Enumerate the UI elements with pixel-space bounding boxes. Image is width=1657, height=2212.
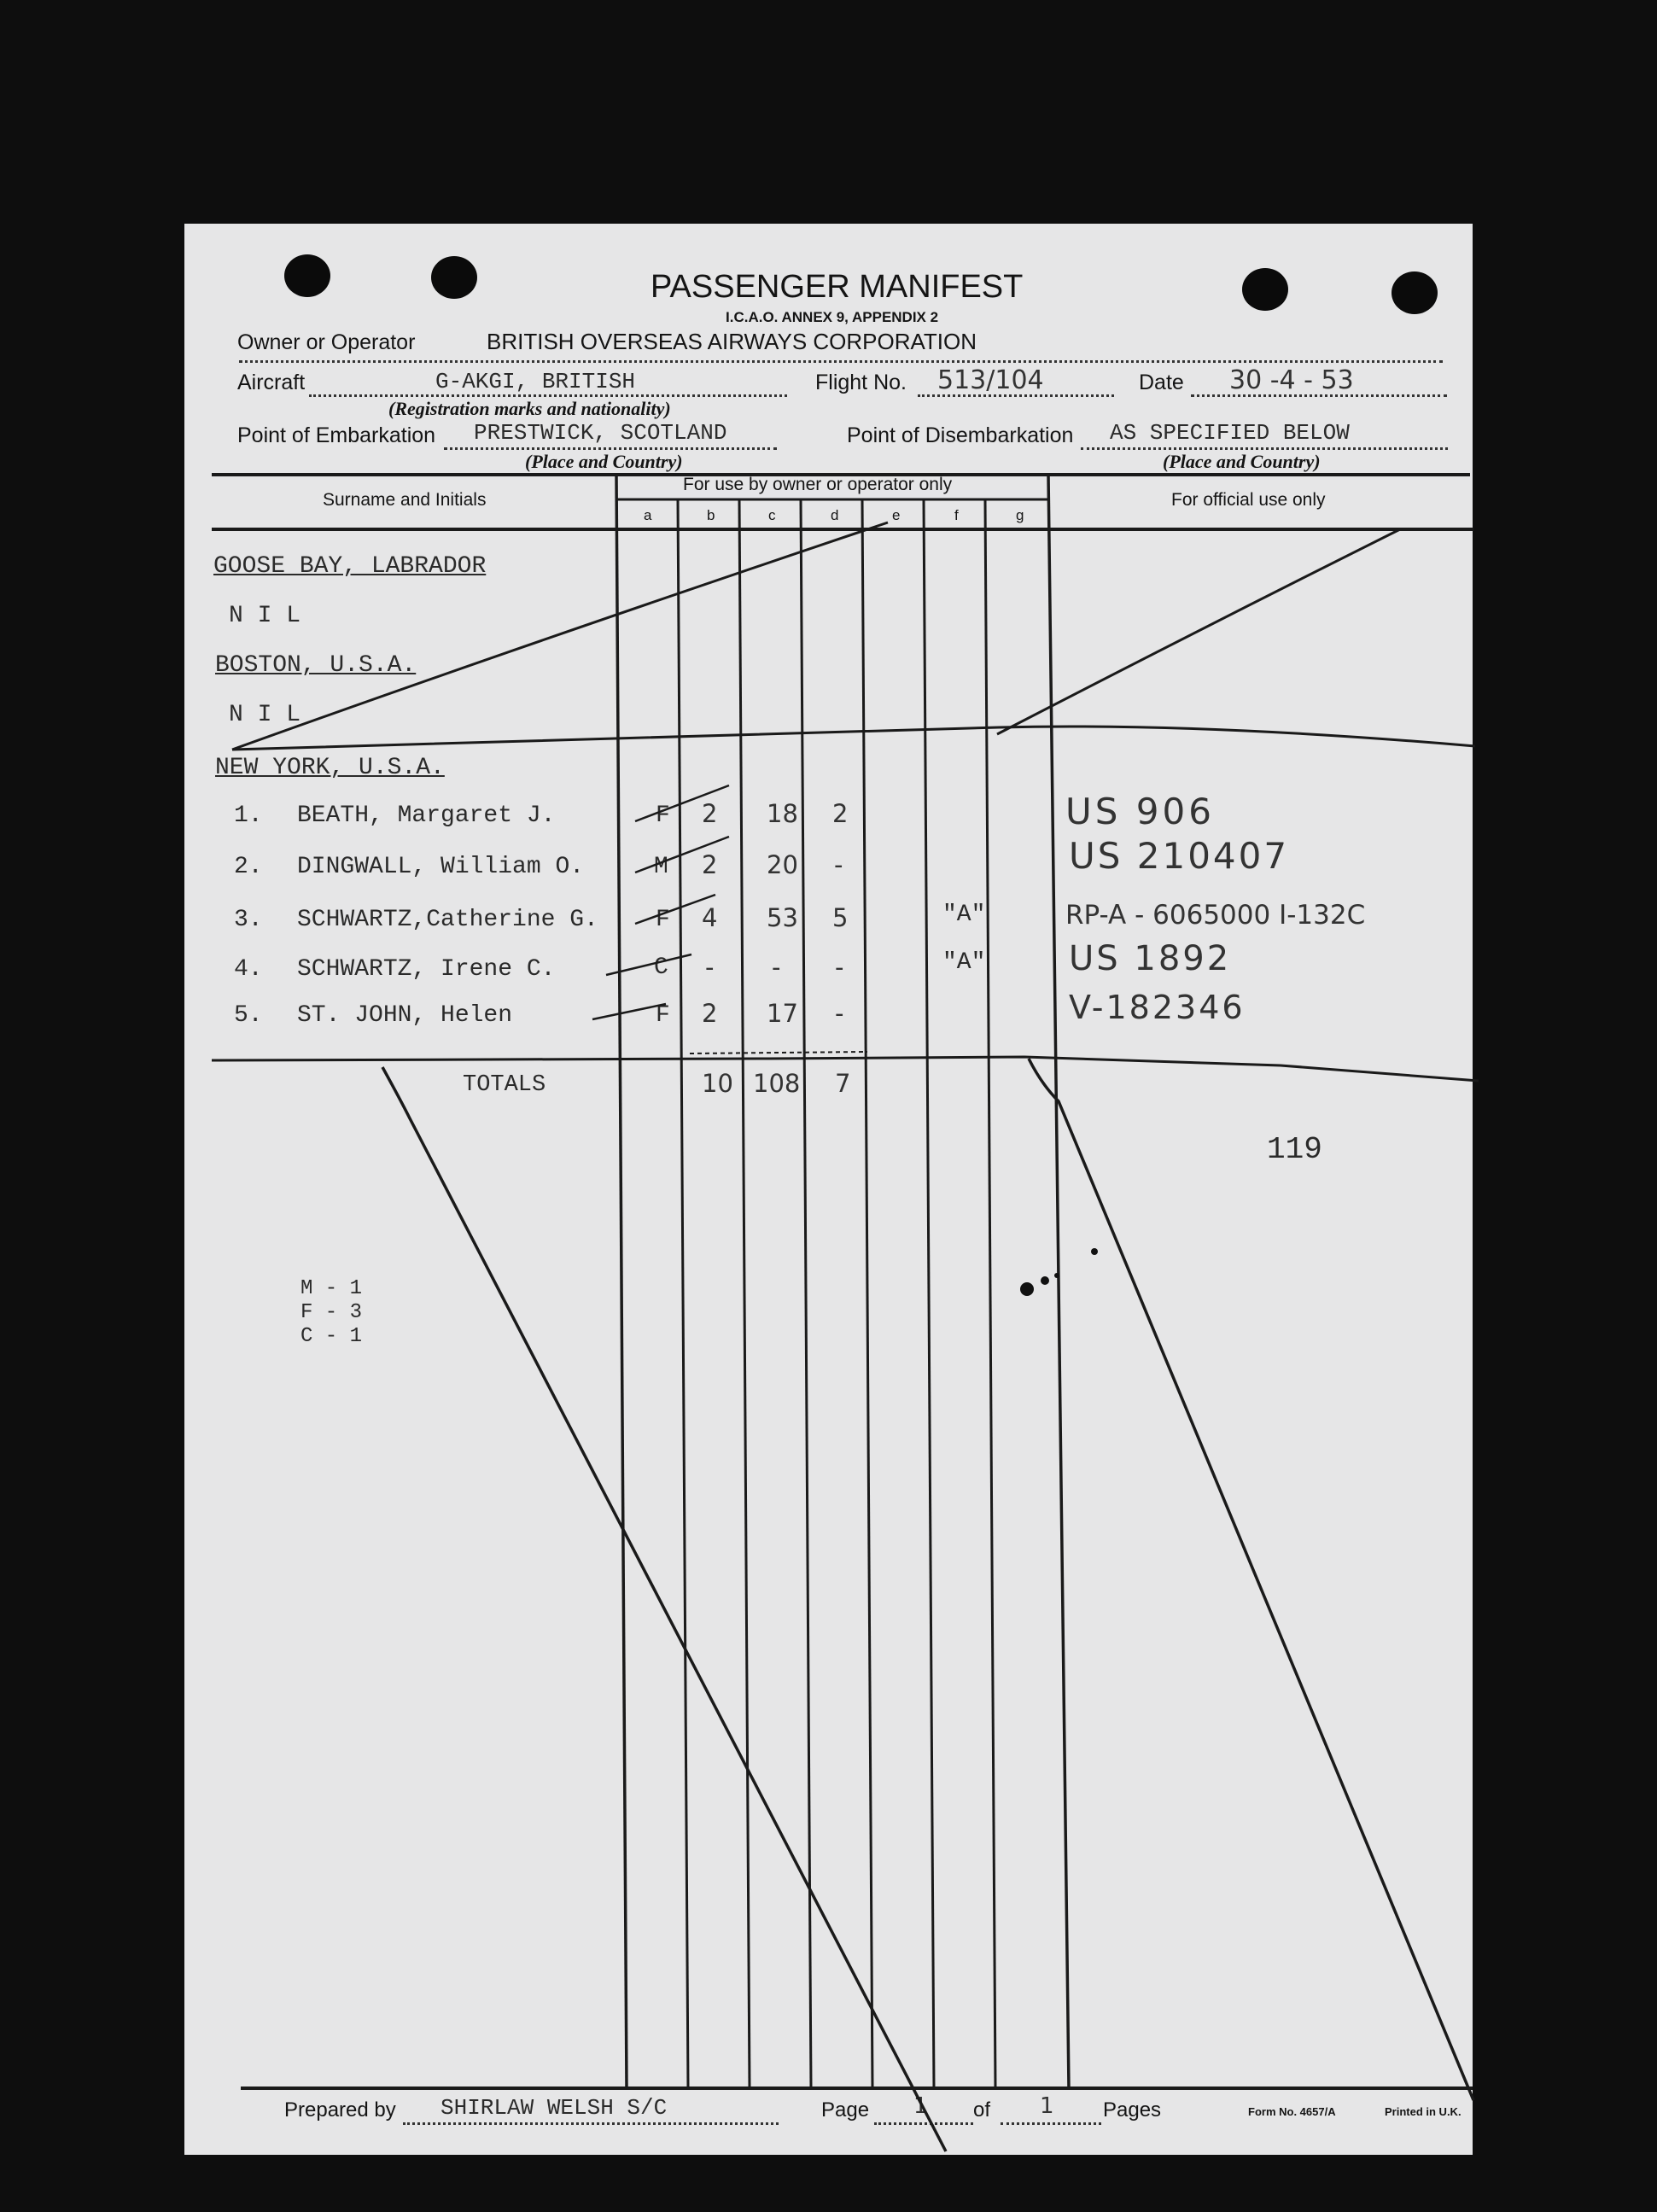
disembark-label: Point of Disembarkation [847,423,1074,447]
passenger-5-official: V-182346 [1069,989,1246,1026]
totals-c: 108 [753,1069,801,1098]
stamp-number: 119 [1267,1132,1322,1167]
passenger-5-sex: F [656,1002,670,1029]
passenger-1-d: 2 [832,799,849,828]
col-letter-a: a [644,507,652,523]
col-letter-e: e [892,507,901,523]
passenger-3-c: 53 [767,903,798,932]
totals-d: 7 [835,1069,851,1098]
flight-value: 513/104 [937,365,1044,395]
official-header: For official use only [1171,490,1326,510]
prepared-value: SHIRLAW WELSH S/C [441,2095,668,2121]
passenger-5-c: 17 [767,999,798,1028]
registration-note: (Registration marks and nationality) [388,398,671,419]
printed-in: Printed in U.K. [1385,2105,1462,2118]
pages-label: Pages [1103,2098,1162,2122]
totals-label: TOTALS [463,1072,546,1098]
summary-male: M - 1 [300,1277,363,1300]
summary-female: F - 3 [300,1301,363,1324]
stop-boston-note: N I L [229,702,301,728]
passenger-2-c: 20 [767,850,798,879]
passenger-4-b: - [705,953,715,982]
passenger-2-official: US 210407 [1069,835,1290,877]
page-value: 1 [913,2093,928,2119]
passenger-2-name: DINGWALL, William O. [297,854,585,880]
passenger-5-num: 5. [234,1002,263,1029]
embark-value: PRESTWICK, SCOTLAND [474,420,727,446]
passenger-4-sex: C [654,954,668,981]
passenger-5-name: ST. JOHN, Helen [297,1002,513,1029]
pages-value: 1 [1040,2093,1054,2119]
prepared-label: Prepared by [284,2098,396,2122]
col-letter-g: g [1016,507,1024,523]
passenger-1-sex: F [656,803,670,829]
embark-label: Point of Embarkation [237,423,436,447]
passenger-1-official: US 906 [1065,791,1215,832]
passenger-2-d: - [834,850,843,879]
passenger-2-sex: M [654,854,668,880]
passenger-3-f: "A" [942,902,986,928]
stop-goose-bay: GOOSE BAY, LABRADOR [213,553,487,580]
passenger-5-b: 2 [702,999,718,1028]
passenger-4-d: - [835,953,844,982]
passenger-3-d: 5 [832,903,849,932]
passenger-5-d: - [835,999,844,1028]
disembark-value: AS SPECIFIED BELOW [1110,420,1350,446]
col-letter-d: d [831,507,839,523]
date-label: Date [1139,371,1184,394]
aircraft-label: Aircraft [237,371,306,394]
owner-value: BRITISH OVERSEAS AIRWAYS CORPORATION [487,329,977,354]
passenger-1-b: 2 [702,799,718,828]
passenger-3-b: 4 [702,903,718,932]
passenger-3-official: RP-A - 6065000 I-132C [1065,900,1366,931]
stop-boston: BOSTON, U.S.A. [215,652,417,679]
passenger-3-name: SCHWARTZ,Catherine G. [297,907,598,933]
form-subtitle: I.C.A.O. ANNEX 9, APPENDIX 2 [726,309,939,325]
of-label: of [973,2098,991,2122]
passenger-2-b: 2 [702,850,718,879]
passenger-4-c: - [772,953,781,982]
stop-new-york: NEW YORK, U.S.A. [215,755,445,781]
aircraft-value: G-AKGI, BRITISH [435,369,636,394]
passenger-2-num: 2. [234,854,263,880]
passenger-1-name: BEATH, Margaret J. [297,803,556,829]
flight-label: Flight No. [815,371,907,394]
col-letter-c: c [768,507,776,523]
passenger-3-num: 3. [234,907,263,933]
col-letter-f: f [954,507,959,523]
owner-label: Owner or Operator [237,330,416,354]
page-label: Page [821,2098,870,2122]
operator-header: For use by owner or operator only [683,475,953,494]
form-title: PASSENGER MANIFEST [651,269,1024,305]
embark-note: (Place and Country) [525,451,683,472]
passenger-4-num: 4. [234,956,263,983]
disembark-note: (Place and Country) [1163,451,1321,472]
totals-b: 10 [702,1069,733,1098]
date-value: 30 -4 - 53 [1229,365,1354,395]
col-name-header: Surname and Initials [323,490,487,510]
summary-child: C - 1 [300,1325,363,1348]
passenger-1-c: 18 [767,799,798,828]
form-number: Form No. 4657/A [1248,2105,1336,2118]
passenger-4-name: SCHWARTZ, Irene C. [297,956,556,983]
passenger-1-num: 1. [234,803,263,829]
col-letter-b: b [707,507,715,523]
passenger-4-f: "A" [942,949,986,976]
passenger-4-official: US 1892 [1069,939,1232,978]
passenger-3-sex: F [656,907,670,933]
stop-goose-bay-note: N I L [229,603,301,629]
